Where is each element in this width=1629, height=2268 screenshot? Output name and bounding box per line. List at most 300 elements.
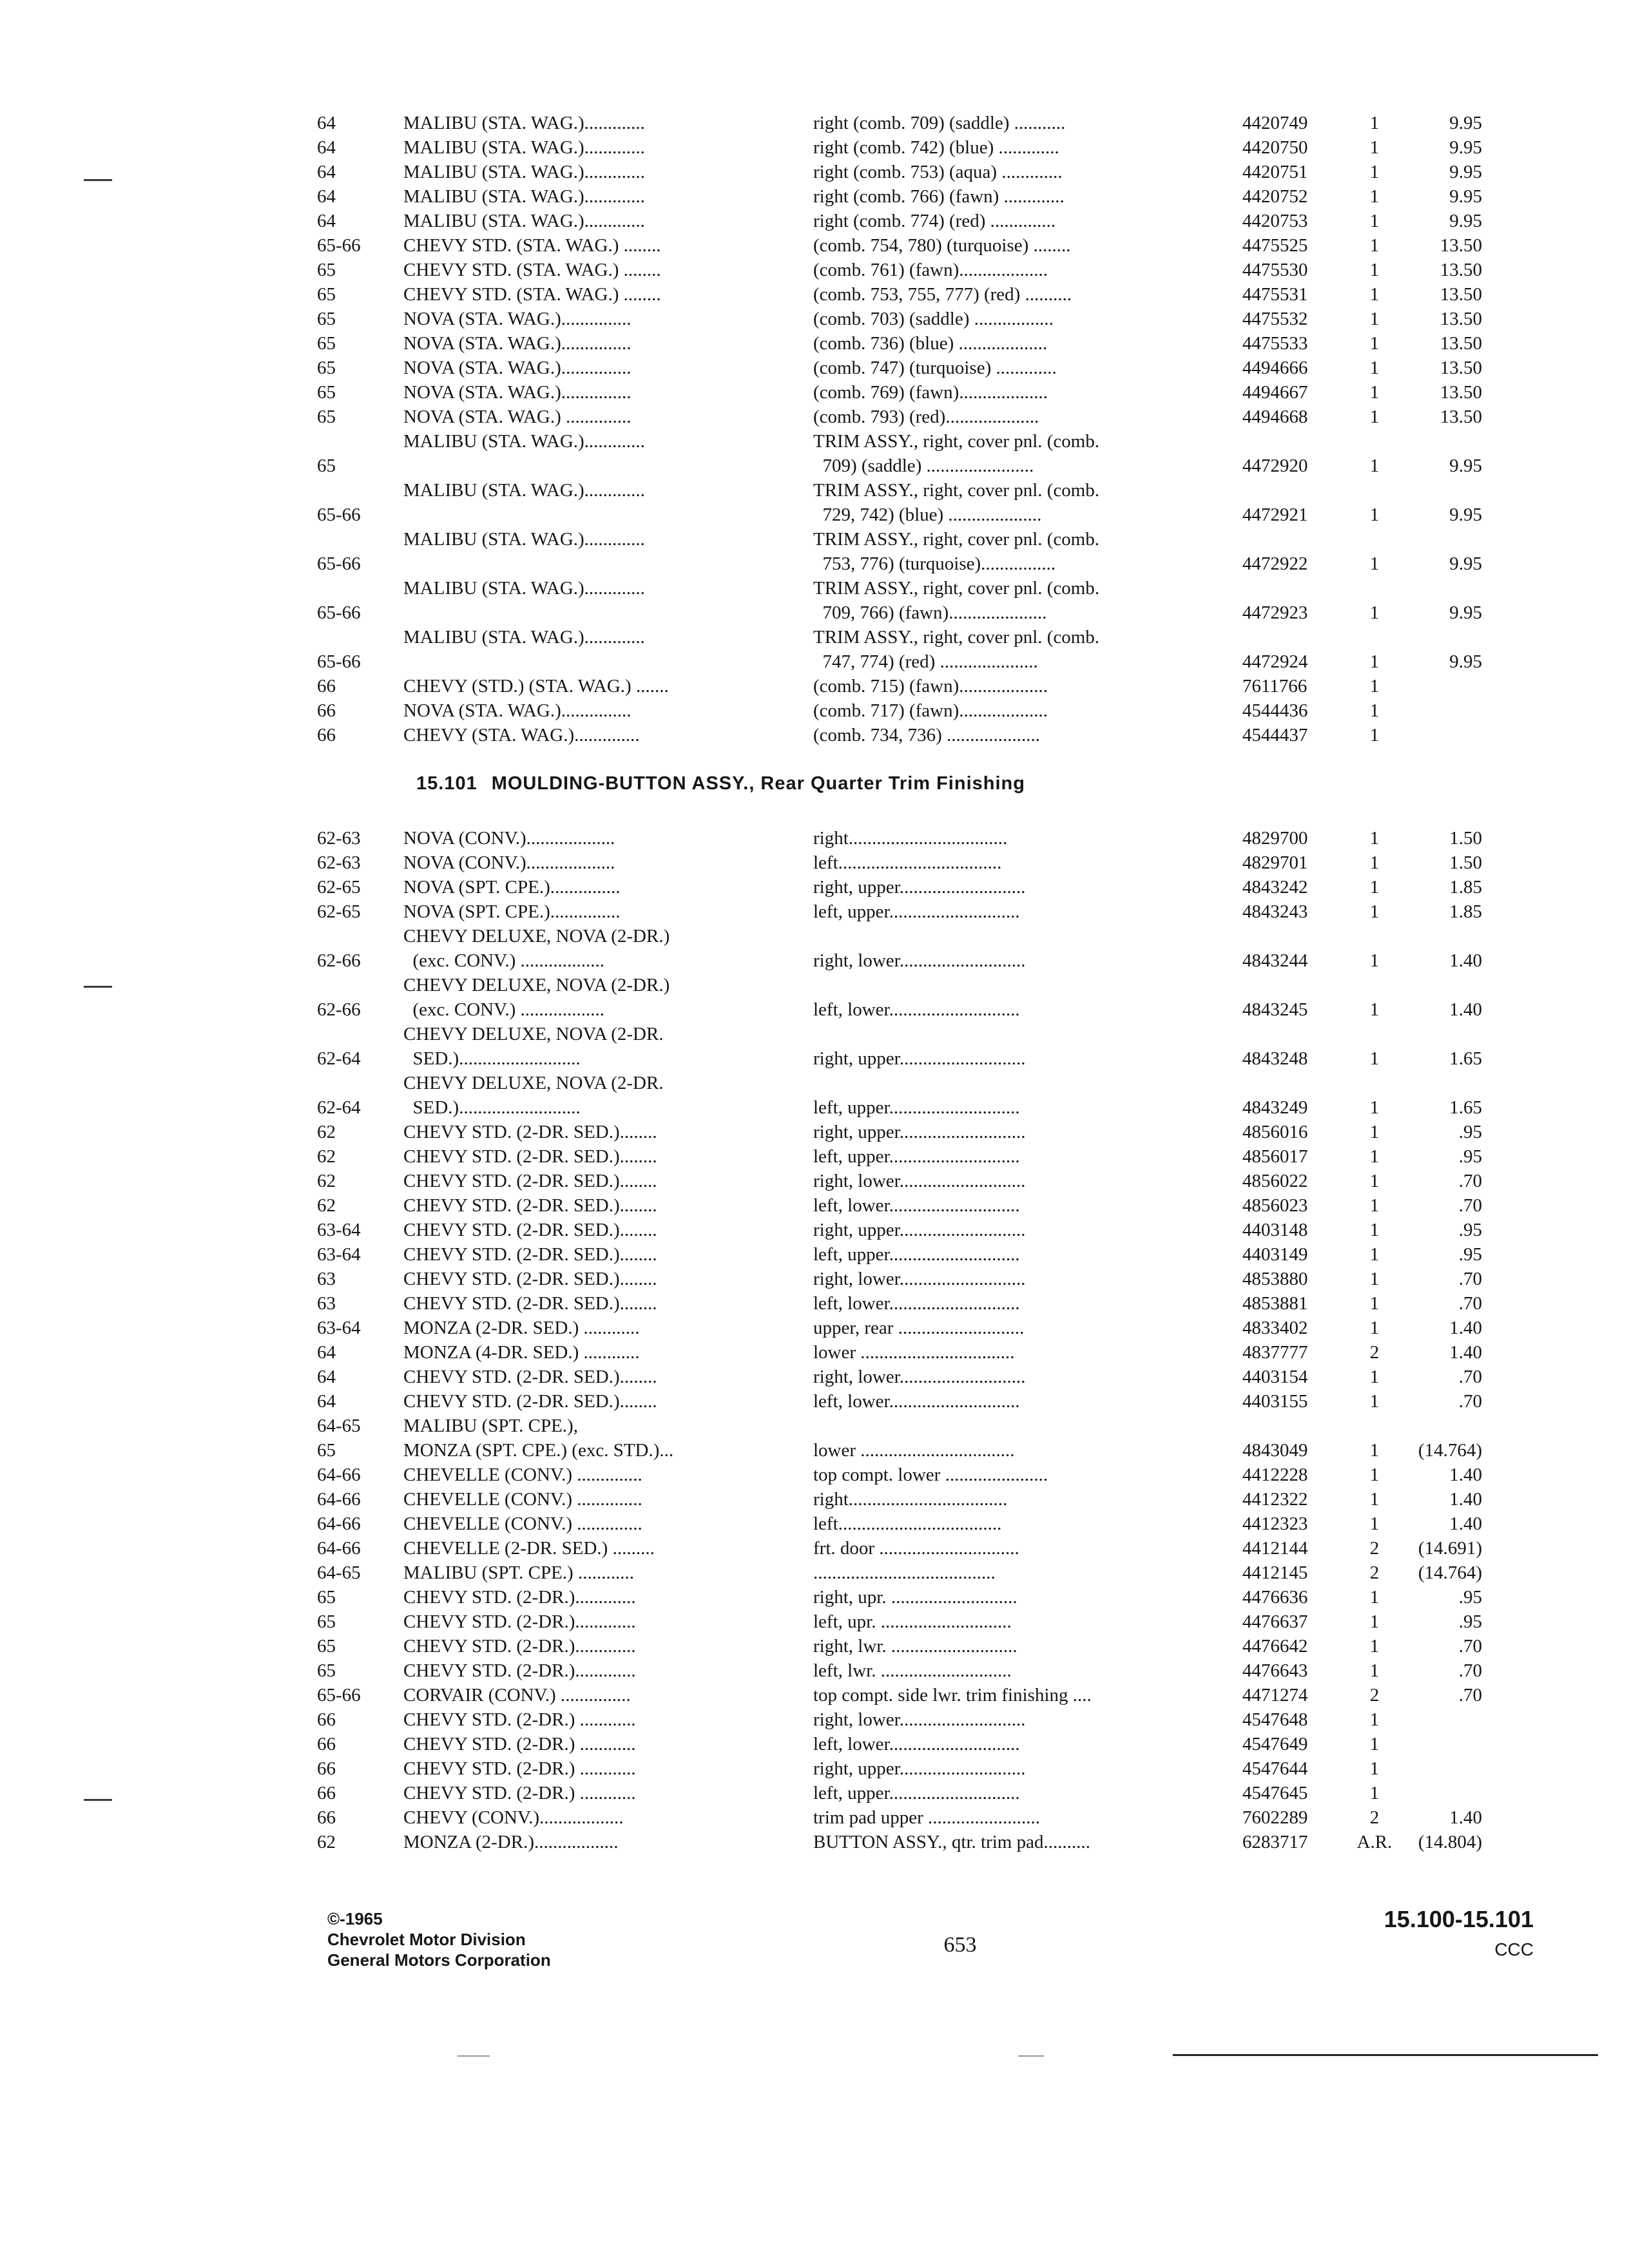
year-cell: 65 — [317, 333, 336, 354]
part-number-cell: 4476637 — [1242, 1611, 1308, 1632]
table-row — [0, 111, 1629, 135]
part-number-cell: 4472923 — [1242, 602, 1308, 623]
quantity-cell: 1 — [1369, 1244, 1380, 1265]
model-cell: CHEVY STD. (2-DR.)............. — [403, 1611, 636, 1632]
part-number-cell: 6283717 — [1242, 1832, 1308, 1852]
quantity-cell: 1 — [1369, 1048, 1380, 1069]
quantity-cell: 1 — [1369, 505, 1380, 525]
part-number-cell: 4856022 — [1242, 1171, 1308, 1191]
year-cell: 65 — [317, 407, 336, 427]
quantity-cell: 1 — [1369, 950, 1380, 971]
part-number-cell: 4829700 — [1242, 828, 1308, 849]
part-number-cell: 4547649 — [1242, 1734, 1308, 1754]
price-cell: (14.804) — [1418, 1832, 1482, 1852]
quantity-cell: 1 — [1369, 1783, 1380, 1803]
section-title: MOULDING-BUTTON ASSY., Rear Quarter Trim Finishing — [491, 773, 1025, 794]
year-cell: 64 — [317, 137, 336, 158]
quantity-cell: 2 — [1369, 1342, 1380, 1363]
price-cell: .95 — [1458, 1220, 1482, 1240]
year-cell: 65 — [317, 284, 336, 305]
description-cell: right, upper........................... — [813, 877, 1026, 898]
model-cell: CHEVY DELUXE, NOVA (2-DR.) (exc. CONV.) .................. — [403, 926, 670, 971]
model-cell: CHEVY STD. (2-DR. SED.)........ — [403, 1171, 657, 1191]
price-cell: 9.95 — [1449, 602, 1482, 623]
margin-mark-bottom — [84, 1799, 112, 1801]
model-cell: CHEVELLE (2-DR. SED.) ......... — [403, 1538, 655, 1559]
table-row — [0, 576, 1629, 625]
description-cell: right, upper........................... — [813, 1048, 1026, 1069]
part-number-cell: 4494666 — [1242, 358, 1308, 378]
price-cell: 1.50 — [1449, 852, 1482, 873]
description-cell: (comb. 769) (fawn)................... — [813, 382, 1048, 403]
part-number-cell: 7602289 — [1242, 1807, 1308, 1828]
table-row — [0, 1561, 1629, 1585]
quantity-cell: 1 — [1369, 137, 1380, 158]
quantity-cell: 1 — [1369, 877, 1380, 898]
price-cell: .70 — [1458, 1293, 1482, 1314]
year-cell: 66 — [317, 725, 336, 745]
quantity-cell: 1 — [1369, 676, 1380, 697]
price-cell: .70 — [1458, 1660, 1482, 1681]
description-cell: left, upr. ............................ — [813, 1611, 1012, 1632]
description-cell: (comb. 761) (fawn)................... — [813, 260, 1048, 280]
table-row — [0, 1071, 1629, 1120]
year-cell: 62 — [317, 1171, 336, 1191]
description-cell: (comb. 754, 780) (turquoise) ........ — [813, 235, 1071, 256]
quantity-cell: 1 — [1369, 1709, 1380, 1730]
quantity-cell: 1 — [1369, 1122, 1380, 1142]
quantity-cell: 1 — [1369, 1146, 1380, 1167]
table-row — [0, 850, 1629, 875]
model-cell: MALIBU (SPT. CPE.), — [403, 1416, 578, 1436]
model-cell: MALIBU (SPT. CPE.) ............ — [403, 1562, 634, 1583]
table-row — [0, 429, 1629, 478]
description-cell: TRIM ASSY., right, cover pnl. (comb. 709, 766) (fawn)..................... — [813, 578, 1100, 623]
section-range: 15.100-15.101 — [1383, 1906, 1534, 1932]
description-cell: right (comb. 742) (blue) ............. — [813, 137, 1059, 158]
part-number-cell: 4472921 — [1242, 505, 1308, 525]
quantity-cell: 1 — [1369, 700, 1380, 721]
catalog-code: CCC — [1494, 1939, 1534, 1959]
part-number-cell: 4476636 — [1242, 1587, 1308, 1608]
description-cell: right, lower........................... — [813, 1269, 1026, 1289]
year-cell: 63-64 — [317, 1220, 361, 1240]
bottom-rule-fragment-mid — [1018, 2055, 1044, 2057]
table-row — [0, 826, 1629, 850]
table-row — [0, 1365, 1629, 1389]
part-number-cell: 4472922 — [1242, 553, 1308, 574]
year-cell: 64 — [317, 162, 336, 182]
year-cell: 63 — [317, 1293, 336, 1314]
price-cell: 9.95 — [1449, 505, 1482, 525]
price-cell: .70 — [1458, 1195, 1482, 1216]
year-cell: 66 — [317, 1783, 336, 1803]
price-cell: 1.40 — [1449, 950, 1482, 971]
part-number-cell: 4475532 — [1242, 309, 1308, 329]
table-row — [0, 1218, 1629, 1242]
year-cell: 64 — [317, 211, 336, 231]
description-cell: (comb. 717) (fawn)................... — [813, 700, 1048, 721]
description-cell: left, lower............................ — [813, 999, 1020, 1020]
table-row — [0, 307, 1629, 331]
price-cell: 1.40 — [1449, 1342, 1482, 1363]
table-row — [0, 380, 1629, 405]
table-row — [0, 356, 1629, 380]
quantity-cell: 1 — [1369, 333, 1380, 354]
part-number-cell: 4403149 — [1242, 1244, 1308, 1265]
part-number-cell: 4843244 — [1242, 950, 1308, 971]
table-row — [0, 1683, 1629, 1707]
price-cell: 13.50 — [1440, 309, 1482, 329]
model-cell: MONZA (4-DR. SED.) ............ — [403, 1342, 640, 1363]
part-number-cell: 4420749 — [1242, 113, 1308, 133]
bottom-rule — [1173, 2054, 1598, 2056]
description-cell: top compt. lower ...................... — [813, 1465, 1048, 1485]
year-cell: 65 — [317, 1440, 336, 1461]
description-cell: (comb. 753, 755, 777) (red) .......... — [813, 284, 1072, 305]
table-row — [0, 1830, 1629, 1854]
model-cell: MALIBU (STA. WAG.)............. — [403, 113, 645, 133]
quantity-cell: 1 — [1369, 651, 1380, 672]
year-cell: 66 — [317, 1807, 336, 1828]
part-number-cell: 4856017 — [1242, 1146, 1308, 1167]
price-cell: 13.50 — [1440, 235, 1482, 256]
description-cell: TRIM ASSY., right, cover pnl. (comb. 747, 774) (red) ..................... — [813, 627, 1100, 672]
table-row — [0, 1487, 1629, 1512]
table-row — [0, 625, 1629, 674]
year-cell: 64 — [317, 113, 336, 133]
table-row — [0, 1438, 1629, 1463]
price-cell: .70 — [1458, 1391, 1482, 1412]
year-cell: 65 — [317, 1636, 336, 1657]
table-row — [0, 698, 1629, 723]
table-row — [0, 527, 1629, 576]
part-number-cell: 4837777 — [1242, 1342, 1308, 1363]
part-number-cell: 4412323 — [1242, 1514, 1308, 1534]
part-number-cell: 4475525 — [1242, 235, 1308, 256]
table-row — [0, 135, 1629, 160]
year-cell: 65-66 — [317, 1685, 361, 1706]
year-cell: 65 — [317, 1587, 336, 1608]
quantity-cell: 1 — [1369, 1660, 1380, 1681]
description-cell: right, upr. ........................... — [813, 1587, 1017, 1608]
description-cell: left, lower............................ — [813, 1391, 1020, 1412]
year-cell: 65 — [317, 1611, 336, 1632]
part-number-cell: 4475531 — [1242, 284, 1308, 305]
price-cell: 9.95 — [1449, 113, 1482, 133]
price-cell: (14.691) — [1418, 1538, 1482, 1559]
quantity-cell: 1 — [1369, 1514, 1380, 1534]
quantity-cell: 1 — [1369, 602, 1380, 623]
quantity-cell: A.R. — [1356, 1832, 1393, 1852]
model-cell: MALIBU (STA. WAG.)............. — [403, 578, 645, 599]
part-number-cell: 4475530 — [1242, 260, 1308, 280]
price-cell: (14.764) — [1418, 1562, 1482, 1583]
description-cell: TRIM ASSY., right, cover pnl. (comb. 753, 776) (turquoise)................ — [813, 529, 1100, 574]
part-number-cell: 4547645 — [1242, 1783, 1308, 1803]
margin-mark-middle — [84, 986, 112, 988]
description-cell: left, upper............................ — [813, 1097, 1020, 1118]
description-cell: TRIM ASSY., right, cover pnl. (comb. 729, 742) (blue) .................... — [813, 480, 1100, 525]
year-cell: 62 — [317, 1195, 336, 1216]
model-cell: NOVA (CONV.)................... — [403, 852, 615, 873]
year-cell: 65-66 — [317, 235, 361, 256]
table-row — [0, 1732, 1629, 1756]
model-cell: MONZA (2-DR. SED.) ............ — [403, 1318, 640, 1338]
year-cell: 65-66 — [317, 505, 361, 525]
table-row — [0, 405, 1629, 429]
year-cell: 64 — [317, 186, 336, 207]
description-cell: right, upper........................... — [813, 1220, 1026, 1240]
upper-parts-table — [0, 111, 1629, 747]
table-row — [0, 1022, 1629, 1071]
year-cell: 64-66 — [317, 1465, 361, 1485]
price-cell: .95 — [1458, 1587, 1482, 1608]
price-cell: 13.50 — [1440, 407, 1482, 427]
quantity-cell: 1 — [1369, 553, 1380, 574]
part-number-cell: 4843242 — [1242, 877, 1308, 898]
part-number-cell: 4412322 — [1242, 1489, 1308, 1510]
description-cell: frt. door .............................. — [813, 1538, 1019, 1559]
year-cell: 62-65 — [317, 901, 361, 922]
description-cell: left................................... — [813, 1514, 1002, 1534]
quantity-cell: 1 — [1369, 456, 1380, 476]
description-cell: upper, rear ........................... — [813, 1318, 1025, 1338]
description-cell: (comb. 734, 736) .................... — [813, 725, 1040, 745]
part-number-cell: 7611766 — [1242, 676, 1307, 697]
table-row — [0, 1536, 1629, 1561]
part-number-cell: 4420753 — [1242, 211, 1308, 231]
model-cell: MALIBU (STA. WAG.)............. — [403, 529, 645, 550]
year-cell: 62-66 — [317, 999, 361, 1020]
price-cell: 13.50 — [1440, 333, 1482, 354]
model-cell: CHEVY STD. (STA. WAG.) ........ — [403, 235, 661, 256]
year-cell: 62-65 — [317, 877, 361, 898]
model-cell: MALIBU (STA. WAG.)............. — [403, 627, 645, 648]
year-cell: 62-64 — [317, 1048, 361, 1069]
quantity-cell: 1 — [1369, 852, 1380, 873]
quantity-cell: 2 — [1369, 1562, 1380, 1583]
table-row — [0, 1463, 1629, 1487]
table-row — [0, 1291, 1629, 1316]
description-cell: left, lower............................ — [813, 1734, 1020, 1754]
quantity-cell: 1 — [1369, 162, 1380, 182]
quantity-cell: 1 — [1369, 186, 1380, 207]
year-cell: 64-65 — [317, 1562, 361, 1583]
part-number-cell: 4843249 — [1242, 1097, 1308, 1118]
table-row — [0, 1707, 1629, 1732]
table-row — [0, 1512, 1629, 1536]
model-cell: MONZA (2-DR.).................. — [403, 1832, 619, 1852]
part-number-cell: 4476643 — [1242, 1660, 1308, 1681]
price-cell: 9.95 — [1449, 211, 1482, 231]
margin-mark-top — [84, 179, 112, 181]
model-cell: CHEVY STD. (STA. WAG.) ........ — [403, 260, 661, 280]
price-cell: .95 — [1458, 1244, 1482, 1265]
part-number-cell: 4420750 — [1242, 137, 1308, 158]
model-cell: CHEVY (STA. WAG.).............. — [403, 725, 640, 745]
quantity-cell: 1 — [1369, 828, 1380, 849]
table-row — [0, 209, 1629, 233]
description-cell: left................................... — [813, 852, 1002, 873]
model-cell: NOVA (STA. WAG.)............... — [403, 358, 631, 378]
description-cell: (comb. 703) (saddle) ................. — [813, 309, 1054, 329]
quantity-cell: 1 — [1369, 1367, 1380, 1387]
model-cell: CHEVY STD. (2-DR.) ............ — [403, 1758, 636, 1779]
year-cell: 64-66 — [317, 1514, 361, 1534]
table-row — [0, 1781, 1629, 1805]
year-cell: 62 — [317, 1146, 336, 1167]
table-row — [0, 723, 1629, 747]
description-cell: left, upper............................ — [813, 1146, 1020, 1167]
model-cell: CHEVY STD. (STA. WAG.) ........ — [403, 284, 661, 305]
table-row — [0, 1658, 1629, 1683]
description-cell: right.................................. — [813, 1489, 1008, 1510]
price-cell: .70 — [1458, 1171, 1482, 1191]
lower-parts-table — [0, 826, 1629, 1854]
quantity-cell: 1 — [1369, 1587, 1380, 1608]
model-cell: MALIBU (STA. WAG.)............. — [403, 431, 645, 452]
model-cell: CHEVY STD. (2-DR. SED.)........ — [403, 1195, 657, 1216]
price-cell: .95 — [1458, 1611, 1482, 1632]
description-cell: right, upper........................... — [813, 1758, 1026, 1779]
year-cell: 66 — [317, 1758, 336, 1779]
part-number-cell: 4547648 — [1242, 1709, 1308, 1730]
quantity-cell: 1 — [1369, 1269, 1380, 1289]
year-cell: 65 — [317, 358, 336, 378]
part-number-cell: 4412228 — [1242, 1465, 1308, 1485]
page-number: 653 — [943, 1933, 977, 1957]
price-cell: 1.65 — [1449, 1048, 1482, 1069]
model-cell: CHEVELLE (CONV.) .............. — [403, 1465, 642, 1485]
publisher-block — [327, 1908, 551, 1970]
year-cell: 64-66 — [317, 1538, 361, 1559]
description-cell: lower ................................. — [813, 1342, 1015, 1363]
model-cell: CHEVY STD. (2-DR.) ............ — [403, 1783, 636, 1803]
section-number: 15.101 — [416, 773, 477, 794]
model-cell: CHEVY STD. (2-DR. SED.)........ — [403, 1122, 657, 1142]
quantity-cell: 1 — [1369, 1611, 1380, 1632]
price-cell: 9.95 — [1449, 456, 1482, 476]
part-number-cell: 4403148 — [1242, 1220, 1308, 1240]
model-cell: NOVA (STA. WAG.) .............. — [403, 407, 631, 427]
table-row — [0, 1389, 1629, 1414]
price-cell: .70 — [1458, 1367, 1482, 1387]
description-cell: (comb. 715) (fawn)................... — [813, 676, 1048, 697]
part-number-cell: 4853880 — [1242, 1269, 1308, 1289]
table-row — [0, 1169, 1629, 1193]
description-cell: right (comb. 753) (aqua) ............. — [813, 162, 1063, 182]
quantity-cell: 1 — [1369, 235, 1380, 256]
model-cell: MALIBU (STA. WAG.)............. — [403, 480, 645, 501]
year-cell: 65-66 — [317, 602, 361, 623]
bottom-rule-fragment-left — [458, 2055, 490, 2057]
part-number-cell: 4472920 — [1242, 456, 1308, 476]
year-cell: 64-65 — [317, 1416, 361, 1436]
table-row — [0, 1242, 1629, 1267]
quantity-cell: 1 — [1369, 113, 1380, 133]
model-cell: MALIBU (STA. WAG.)............. — [403, 162, 645, 182]
part-number-cell: 4843049 — [1242, 1440, 1308, 1461]
part-number-cell: 4472924 — [1242, 651, 1308, 672]
price-cell: 9.95 — [1449, 651, 1482, 672]
model-cell: NOVA (SPT. CPE.)............... — [403, 901, 621, 922]
description-cell: (comb. 736) (blue) ................... — [813, 333, 1048, 354]
description-cell: left, lwr. ............................ — [813, 1660, 1012, 1681]
table-row — [0, 1756, 1629, 1781]
model-cell: MALIBU (STA. WAG.)............. — [403, 211, 645, 231]
model-cell: CHEVY DELUXE, NOVA (2-DR. SED.).......................... — [403, 1024, 664, 1069]
quantity-cell: 1 — [1369, 1758, 1380, 1779]
description-cell: TRIM ASSY., right, cover pnl. (comb. 709) (saddle) ....................... — [813, 431, 1100, 476]
part-number-cell: 4547644 — [1242, 1758, 1308, 1779]
model-cell: NOVA (SPT. CPE.)............... — [403, 877, 621, 898]
quantity-cell: 2 — [1369, 1685, 1380, 1706]
quantity-cell: 1 — [1369, 407, 1380, 427]
part-number-cell: 4403154 — [1242, 1367, 1308, 1387]
year-cell: 65-66 — [317, 651, 361, 672]
table-row — [0, 1585, 1629, 1610]
part-number-cell: 4471274 — [1242, 1685, 1308, 1706]
table-row — [0, 160, 1629, 184]
part-number-cell: 4856023 — [1242, 1195, 1308, 1216]
quantity-cell: 1 — [1369, 260, 1380, 280]
quantity-cell: 1 — [1369, 1220, 1380, 1240]
description-cell: trim pad upper ........................ — [813, 1807, 1040, 1828]
price-cell: 1.65 — [1449, 1097, 1482, 1118]
part-number-cell: 4420751 — [1242, 162, 1308, 182]
table-row — [0, 1340, 1629, 1365]
model-cell: CHEVY STD. (2-DR.)............. — [403, 1587, 636, 1608]
description-cell: ....................................... — [813, 1562, 996, 1583]
table-row — [0, 899, 1629, 924]
description-cell: right, lower........................... — [813, 950, 1026, 971]
quantity-cell: 1 — [1369, 1097, 1380, 1118]
model-cell: CHEVY STD. (2-DR. SED.)........ — [403, 1293, 657, 1314]
quantity-cell: 1 — [1369, 1195, 1380, 1216]
model-cell: CHEVY (STD.) (STA. WAG.) ....... — [403, 676, 669, 697]
section-heading — [416, 773, 1318, 794]
part-number-cell: 4843248 — [1242, 1048, 1308, 1069]
quantity-cell: 1 — [1369, 1391, 1380, 1412]
year-cell: 65 — [317, 456, 336, 476]
year-cell: 63 — [317, 1269, 336, 1289]
division-name: Chevrolet Motor Division — [327, 1930, 526, 1949]
year-cell: 62-64 — [317, 1097, 361, 1118]
year-cell: 64 — [317, 1342, 336, 1363]
quantity-cell: 1 — [1369, 1318, 1380, 1338]
table-row — [0, 1193, 1629, 1218]
part-number-cell: 4856016 — [1242, 1122, 1308, 1142]
model-cell: CHEVY STD. (2-DR. SED.)........ — [403, 1146, 657, 1167]
table-row — [0, 674, 1629, 698]
model-cell: CHEVY STD. (2-DR.) ............ — [403, 1734, 636, 1754]
model-cell: NOVA (STA. WAG.)............... — [403, 700, 631, 721]
price-cell: .70 — [1458, 1685, 1482, 1706]
quantity-cell: 1 — [1369, 1465, 1380, 1485]
part-number-cell: 4412144 — [1242, 1538, 1308, 1559]
price-cell: 9.95 — [1449, 137, 1482, 158]
model-cell: CHEVELLE (CONV.) .............. — [403, 1489, 642, 1510]
price-cell: 13.50 — [1440, 284, 1482, 305]
price-cell: (14.764) — [1418, 1440, 1482, 1461]
year-cell: 63-64 — [317, 1318, 361, 1338]
year-cell: 66 — [317, 700, 336, 721]
year-cell: 66 — [317, 1709, 336, 1730]
table-row — [0, 1805, 1629, 1830]
part-number-cell: 4494667 — [1242, 382, 1308, 403]
part-number-cell: 4843245 — [1242, 999, 1308, 1020]
